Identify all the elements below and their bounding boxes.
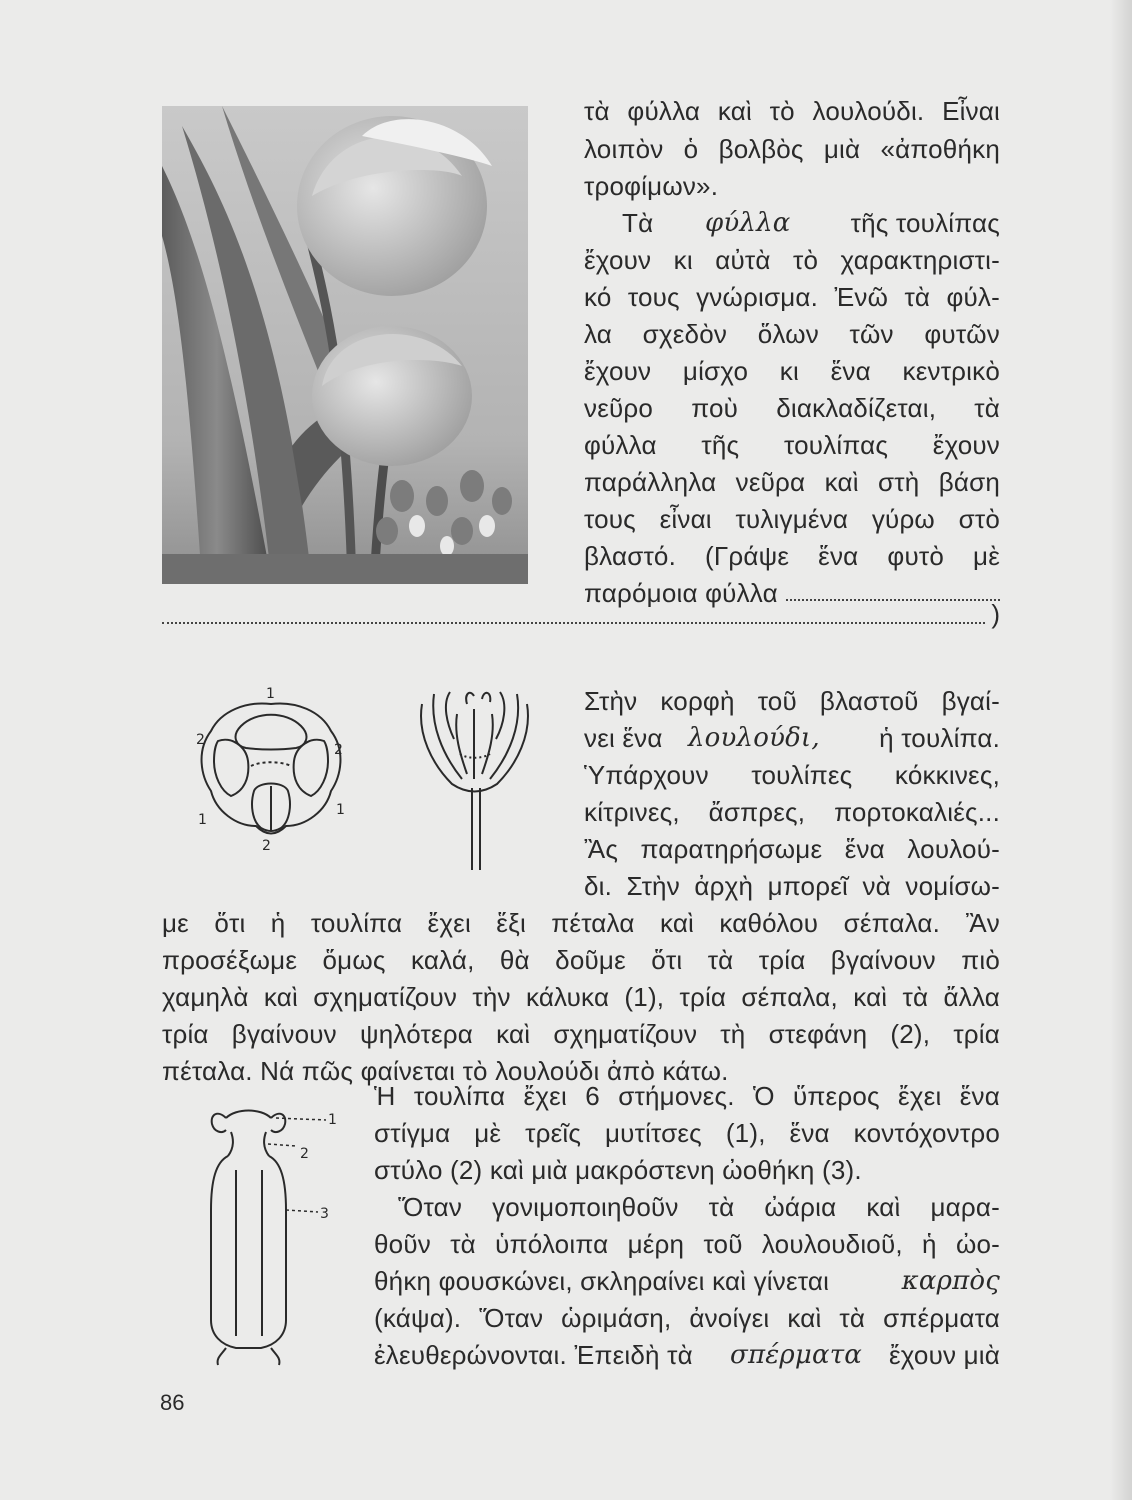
flower-label-2-bottom: 2 — [262, 838, 271, 854]
text-segment: παρόμοια φύλλα — [584, 578, 778, 608]
pistil-diagram — [196, 1100, 346, 1370]
dotted-blank — [162, 622, 985, 624]
italic-term: καρπὸς — [901, 1266, 1000, 1296]
text-line: στίγμα μὲ τρεῖς μυτίτσες (1), ἕνα κοντόχοντρο — [374, 1118, 1000, 1148]
text-line: ἔχουν κι αὐτὰ τὸ χαρακτηριστι- — [584, 245, 1000, 275]
italic-term: σπέρματα — [730, 1340, 863, 1370]
closing-paren: ) — [991, 599, 1000, 629]
flower-floor-diagram — [186, 686, 356, 856]
text-line: λα σχεδὸν ὅλων τῶν φυτῶν — [584, 319, 1000, 349]
text-line: Ἂς παρατηρήσωμε ἕνα λουλού- — [584, 834, 1000, 864]
text-line: Ὑπάρχουν τουλίπες κόκκινες, — [584, 760, 1000, 790]
text-segment: ἔχουν μιὰ — [888, 1340, 1000, 1370]
text-line: χαμηλὰ καὶ σχηματίζουν τὴν κάλυκα (1), τρία σέπαλα, καὶ τὰ ἄλλα — [162, 982, 1000, 1012]
text-line: παράλληλα νεῦρα καὶ στὴ βάση — [584, 467, 1000, 497]
text-segment: νει ἕνα — [584, 723, 663, 753]
text-line: Ἡ τουλίπα ἔχει 6 στήμονες. Ὁ ὕπερος ἔχει ἕνα — [374, 1081, 1000, 1111]
text-line: θοῦν τὰ ὑπόλοιπα μέρη τοῦ λουλουδιοῦ, ἡ ὠο- — [374, 1229, 1000, 1259]
italic-term: λουλούδι, — [688, 723, 820, 753]
text-segment: ἡ τουλίπα. — [879, 723, 1000, 753]
pistil-label-1: 1 — [328, 1112, 337, 1128]
text-line: Ὅταν γονιμοποιηθοῦν τὰ ὠάρια καὶ μαρα- — [398, 1192, 1000, 1222]
text-line: τους εἶναι τυλιγμένα γύρω στὸ — [584, 504, 1000, 534]
tulip-flower-sketch — [412, 684, 542, 874]
italic-term: φύλλα — [705, 208, 791, 238]
text-line: στύλο (2) καὶ μιὰ μακρόστενη ὠοθήκη (3). — [374, 1155, 862, 1185]
text-line: κίτρινες, ἄσπρες, πορτοκαλιές... — [584, 797, 1000, 827]
flower-label-1-left: 1 — [198, 812, 207, 828]
text-line: νεῦρο ποὺ διακλαδίζεται, τὰ — [584, 393, 1000, 423]
text-line: προσέξωμε ὅμως καλά, θὰ δοῦμε ὅτι τὰ τρία βγαίνουν πιὸ — [162, 945, 1000, 975]
pistil-label-2: 2 — [300, 1146, 309, 1162]
text-line: φύλλα τῆς τουλίπας ἔχουν — [584, 430, 1000, 460]
tulip-photo-drawing — [162, 106, 528, 584]
text-line: Τὰ — [622, 208, 654, 238]
tulip-photo — [162, 106, 528, 584]
text-segment: ἐλευθερώνονται. Ἐπειδὴ τὰ — [374, 1340, 693, 1370]
text-line: κό τους γνώρισμα. Ἐνῶ τὰ φύλ- — [584, 282, 1000, 312]
flower-label-2-right: 2 — [334, 742, 343, 758]
page-shadow — [1110, 0, 1132, 1500]
text-line: δι. Στὴν ἀρχὴ μπορεῖ νὰ νομίσω- — [584, 871, 1000, 901]
text-line: τῆς τουλίπας — [850, 208, 1000, 238]
text-line: τρία βγαίνουν ψηλότερα καὶ σχηματίζουν τὴ στεφάνη (2), τρία — [162, 1019, 1000, 1049]
text-line: Στὴν κορφὴ τοῦ βλαστοῦ βγαί- — [584, 686, 1000, 716]
dotted-blank — [786, 599, 1000, 601]
flower-label-2-left: 2 — [196, 732, 205, 748]
text-segment: θήκη φουσκώνει, σκληραίνει καὶ γίνεται — [374, 1266, 830, 1296]
flower-label-1-right: 1 — [336, 802, 345, 818]
flower-label-1-top: 1 — [266, 686, 275, 702]
text-line: λοιπὸν ὁ βολβὸς μιὰ «ἀποθήκη — [584, 134, 1000, 164]
page-number: 86 — [160, 1390, 185, 1415]
text-line: τὰ φύλλα καὶ τὸ λουλούδι. Εἶναι — [584, 96, 1000, 126]
text-line: πέταλα. Νά πῶς φαίνεται τὸ λουλούδι ἀπὸ κάτω. — [162, 1056, 729, 1086]
text-line: ἔχουν μίσχο κι ἕνα κεντρικὸ — [584, 356, 1000, 386]
text-line: βλαστό. (Γράψε ἕνα φυτὸ μὲ — [584, 541, 1000, 571]
text-line: τροφίμων». — [584, 171, 719, 201]
text-line: (κάψα). Ὅταν ὡριμάση, ἀνοίγει καὶ τὰ σπέρματα — [374, 1303, 1000, 1333]
text-line: με ὅτι ἡ τουλίπα ἔχει ἕξι πέταλα καὶ καθόλου σέπαλα. Ἂν — [162, 908, 1000, 938]
pistil-label-3: 3 — [320, 1206, 329, 1222]
fill-in-line-2 — [162, 599, 1000, 630]
